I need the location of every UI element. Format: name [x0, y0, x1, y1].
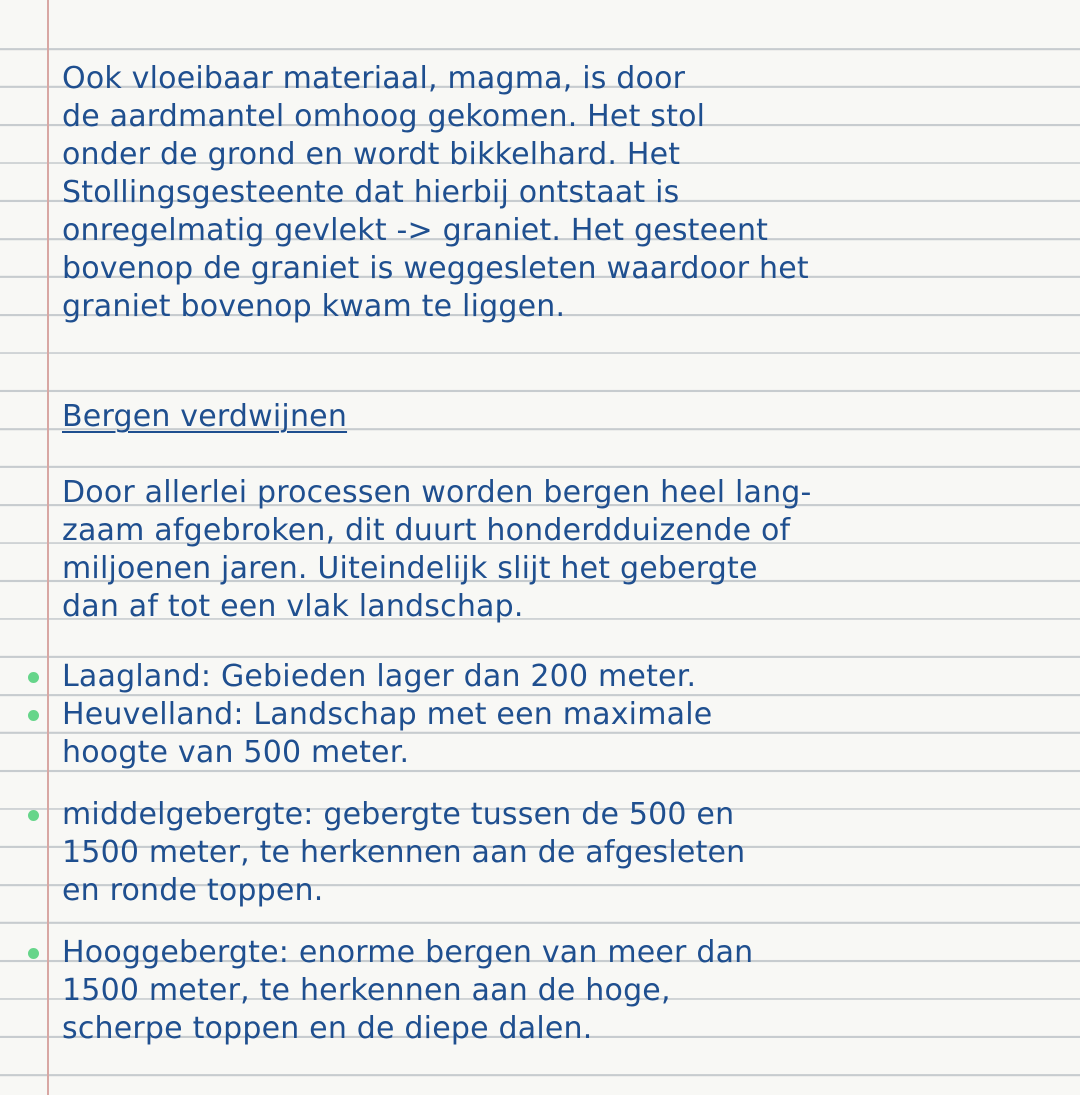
section-intro-line-3: miljoenen jaren. Uiteindelijk slijt het gebergte — [62, 551, 758, 586]
paragraph-1-line-5: onregelmatig gevlekt -> graniet. Het gesteent — [62, 213, 769, 248]
section-intro-line-4: dan af tot een vlak landschap. — [62, 589, 524, 624]
section-intro-line-1: Door allerlei processen worden bergen heel lang- — [62, 475, 812, 510]
paragraph-1-line-1: Ook vloeibaar materiaal, magma, is door — [62, 61, 686, 96]
bullet-4-line-2: 1500 meter, te herkennen aan de hoge, — [62, 973, 671, 1008]
paragraph-1-line-7: graniet bovenop kwam te liggen. — [62, 289, 566, 324]
paragraph-1-line-2: de aardmantel omhoog gekomen. Het stol — [62, 99, 706, 134]
bullet-1-line-1: Laagland: Gebieden lager dan 200 meter. — [62, 659, 697, 694]
bullet-3-line-1: middelgebergte: gebergte tussen de 500 en — [62, 797, 735, 832]
bullet-2-line-2: hoogte van 500 meter. — [62, 735, 410, 770]
bullet-dot-4 — [28, 948, 39, 959]
bullet-4-line-1: Hooggebergte: enorme bergen van meer dan — [62, 935, 754, 970]
bullet-4-line-3: scherpe toppen en de diepe dalen. — [62, 1011, 593, 1046]
bullet-dot-3 — [28, 810, 39, 821]
bullet-dot-1 — [28, 672, 39, 683]
bullet-3-line-3: en ronde toppen. — [62, 873, 324, 908]
bullet-2-line-1: Heuvelland: Landschap met een maximale — [62, 697, 713, 732]
margin-line — [47, 0, 49, 1095]
bullet-3-line-2: 1500 meter, te herkennen aan de afgesleten — [62, 835, 746, 870]
paragraph-1-line-4: Stollingsgesteente dat hierbij ontstaat is — [62, 175, 680, 210]
paragraph-1-line-6: bovenop de graniet is weggesleten waardoor het — [62, 251, 809, 286]
section-heading: Bergen verdwijnen — [62, 399, 348, 434]
bullet-dot-2 — [28, 710, 39, 721]
section-intro-line-2: zaam afgebroken, dit duurt honderdduizende of — [62, 513, 791, 548]
paragraph-1-line-3: onder de grond en wordt bikkelhard. Het — [62, 137, 681, 172]
